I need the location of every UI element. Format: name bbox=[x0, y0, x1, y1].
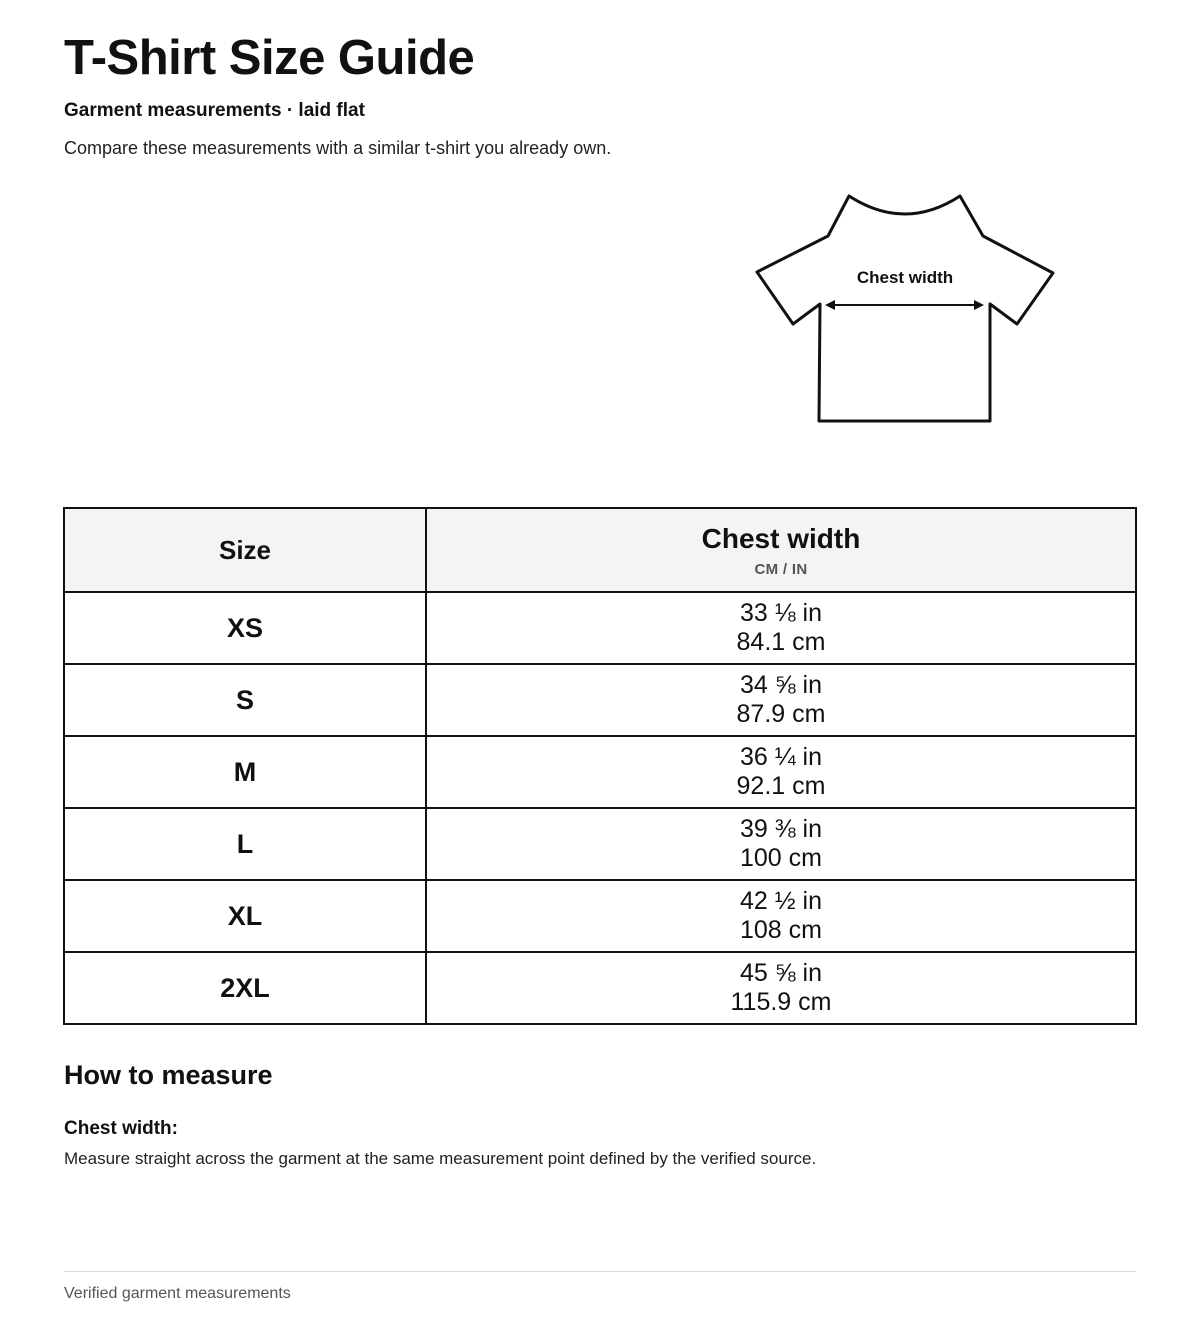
chest-cm: 87.9 cm bbox=[736, 700, 826, 728]
chest-cm: 84.1 cm bbox=[736, 628, 826, 656]
chest-inches: 39 ⅜ in bbox=[739, 815, 822, 843]
size-cell: S bbox=[64, 664, 426, 736]
diagram-chest-label: Chest width bbox=[856, 268, 954, 287]
chest-header-label: Chest width bbox=[701, 522, 861, 554]
size-cell: XS bbox=[64, 592, 426, 664]
intro-text: Compare these measurements with a similar t-shirt you already own. bbox=[64, 138, 612, 158]
how-to-measure-heading: How to measure bbox=[64, 1060, 273, 1090]
table-row bbox=[64, 592, 1136, 664]
table-row bbox=[64, 808, 1136, 880]
chest-inches: 34 ⅝ in bbox=[739, 671, 822, 699]
chest-cell bbox=[426, 664, 1136, 736]
size-cell: M bbox=[64, 736, 426, 808]
tshirt-diagram bbox=[752, 190, 1058, 426]
chest-measure-arrow-right bbox=[974, 300, 984, 310]
chest-cell bbox=[426, 808, 1136, 880]
size-cell: L bbox=[64, 808, 426, 880]
chest-inches: 45 ⅝ in bbox=[739, 959, 822, 987]
page-title: T-Shirt Size Guide bbox=[64, 31, 475, 85]
chest-inches: 42 ½ in bbox=[739, 887, 822, 915]
table-row bbox=[64, 664, 1136, 736]
chest-cm: 92.1 cm bbox=[736, 772, 826, 800]
unit-header-label: CM / IN bbox=[754, 560, 808, 578]
table-header-row bbox=[64, 508, 1136, 592]
measurement-term: Chest width: bbox=[64, 1118, 178, 1139]
footer-divider bbox=[64, 1271, 1136, 1272]
size-column-header bbox=[64, 508, 426, 592]
measurement-description: Measure straight across the garment at the same measurement point defined by the verified source. bbox=[64, 1149, 817, 1168]
tshirt-outline bbox=[757, 196, 1053, 421]
chest-cm: 108 cm bbox=[740, 916, 822, 944]
size-cell: 2XL bbox=[64, 952, 426, 1024]
chest-inches: 36 ¼ in bbox=[739, 743, 822, 771]
size-table bbox=[63, 507, 1137, 1025]
chest-column-header bbox=[426, 508, 1136, 592]
size-cell: XL bbox=[64, 880, 426, 952]
chest-measure-arrow-left bbox=[825, 300, 835, 310]
chest-cm: 115.9 cm bbox=[730, 988, 832, 1016]
page-subtitle: Garment measurements · laid flat bbox=[64, 100, 365, 121]
chest-cm: 100 cm bbox=[740, 844, 822, 872]
chest-cell bbox=[426, 592, 1136, 664]
chest-inches: 33 ⅛ in bbox=[739, 599, 822, 627]
table-row bbox=[64, 880, 1136, 952]
chest-cell bbox=[426, 736, 1136, 808]
size-header-label: Size bbox=[218, 534, 272, 565]
chest-cell bbox=[426, 880, 1136, 952]
chest-cell bbox=[426, 952, 1136, 1024]
footer-note: Verified garment measurements bbox=[64, 1285, 291, 1302]
table-row bbox=[64, 736, 1136, 808]
table-row bbox=[64, 952, 1136, 1024]
